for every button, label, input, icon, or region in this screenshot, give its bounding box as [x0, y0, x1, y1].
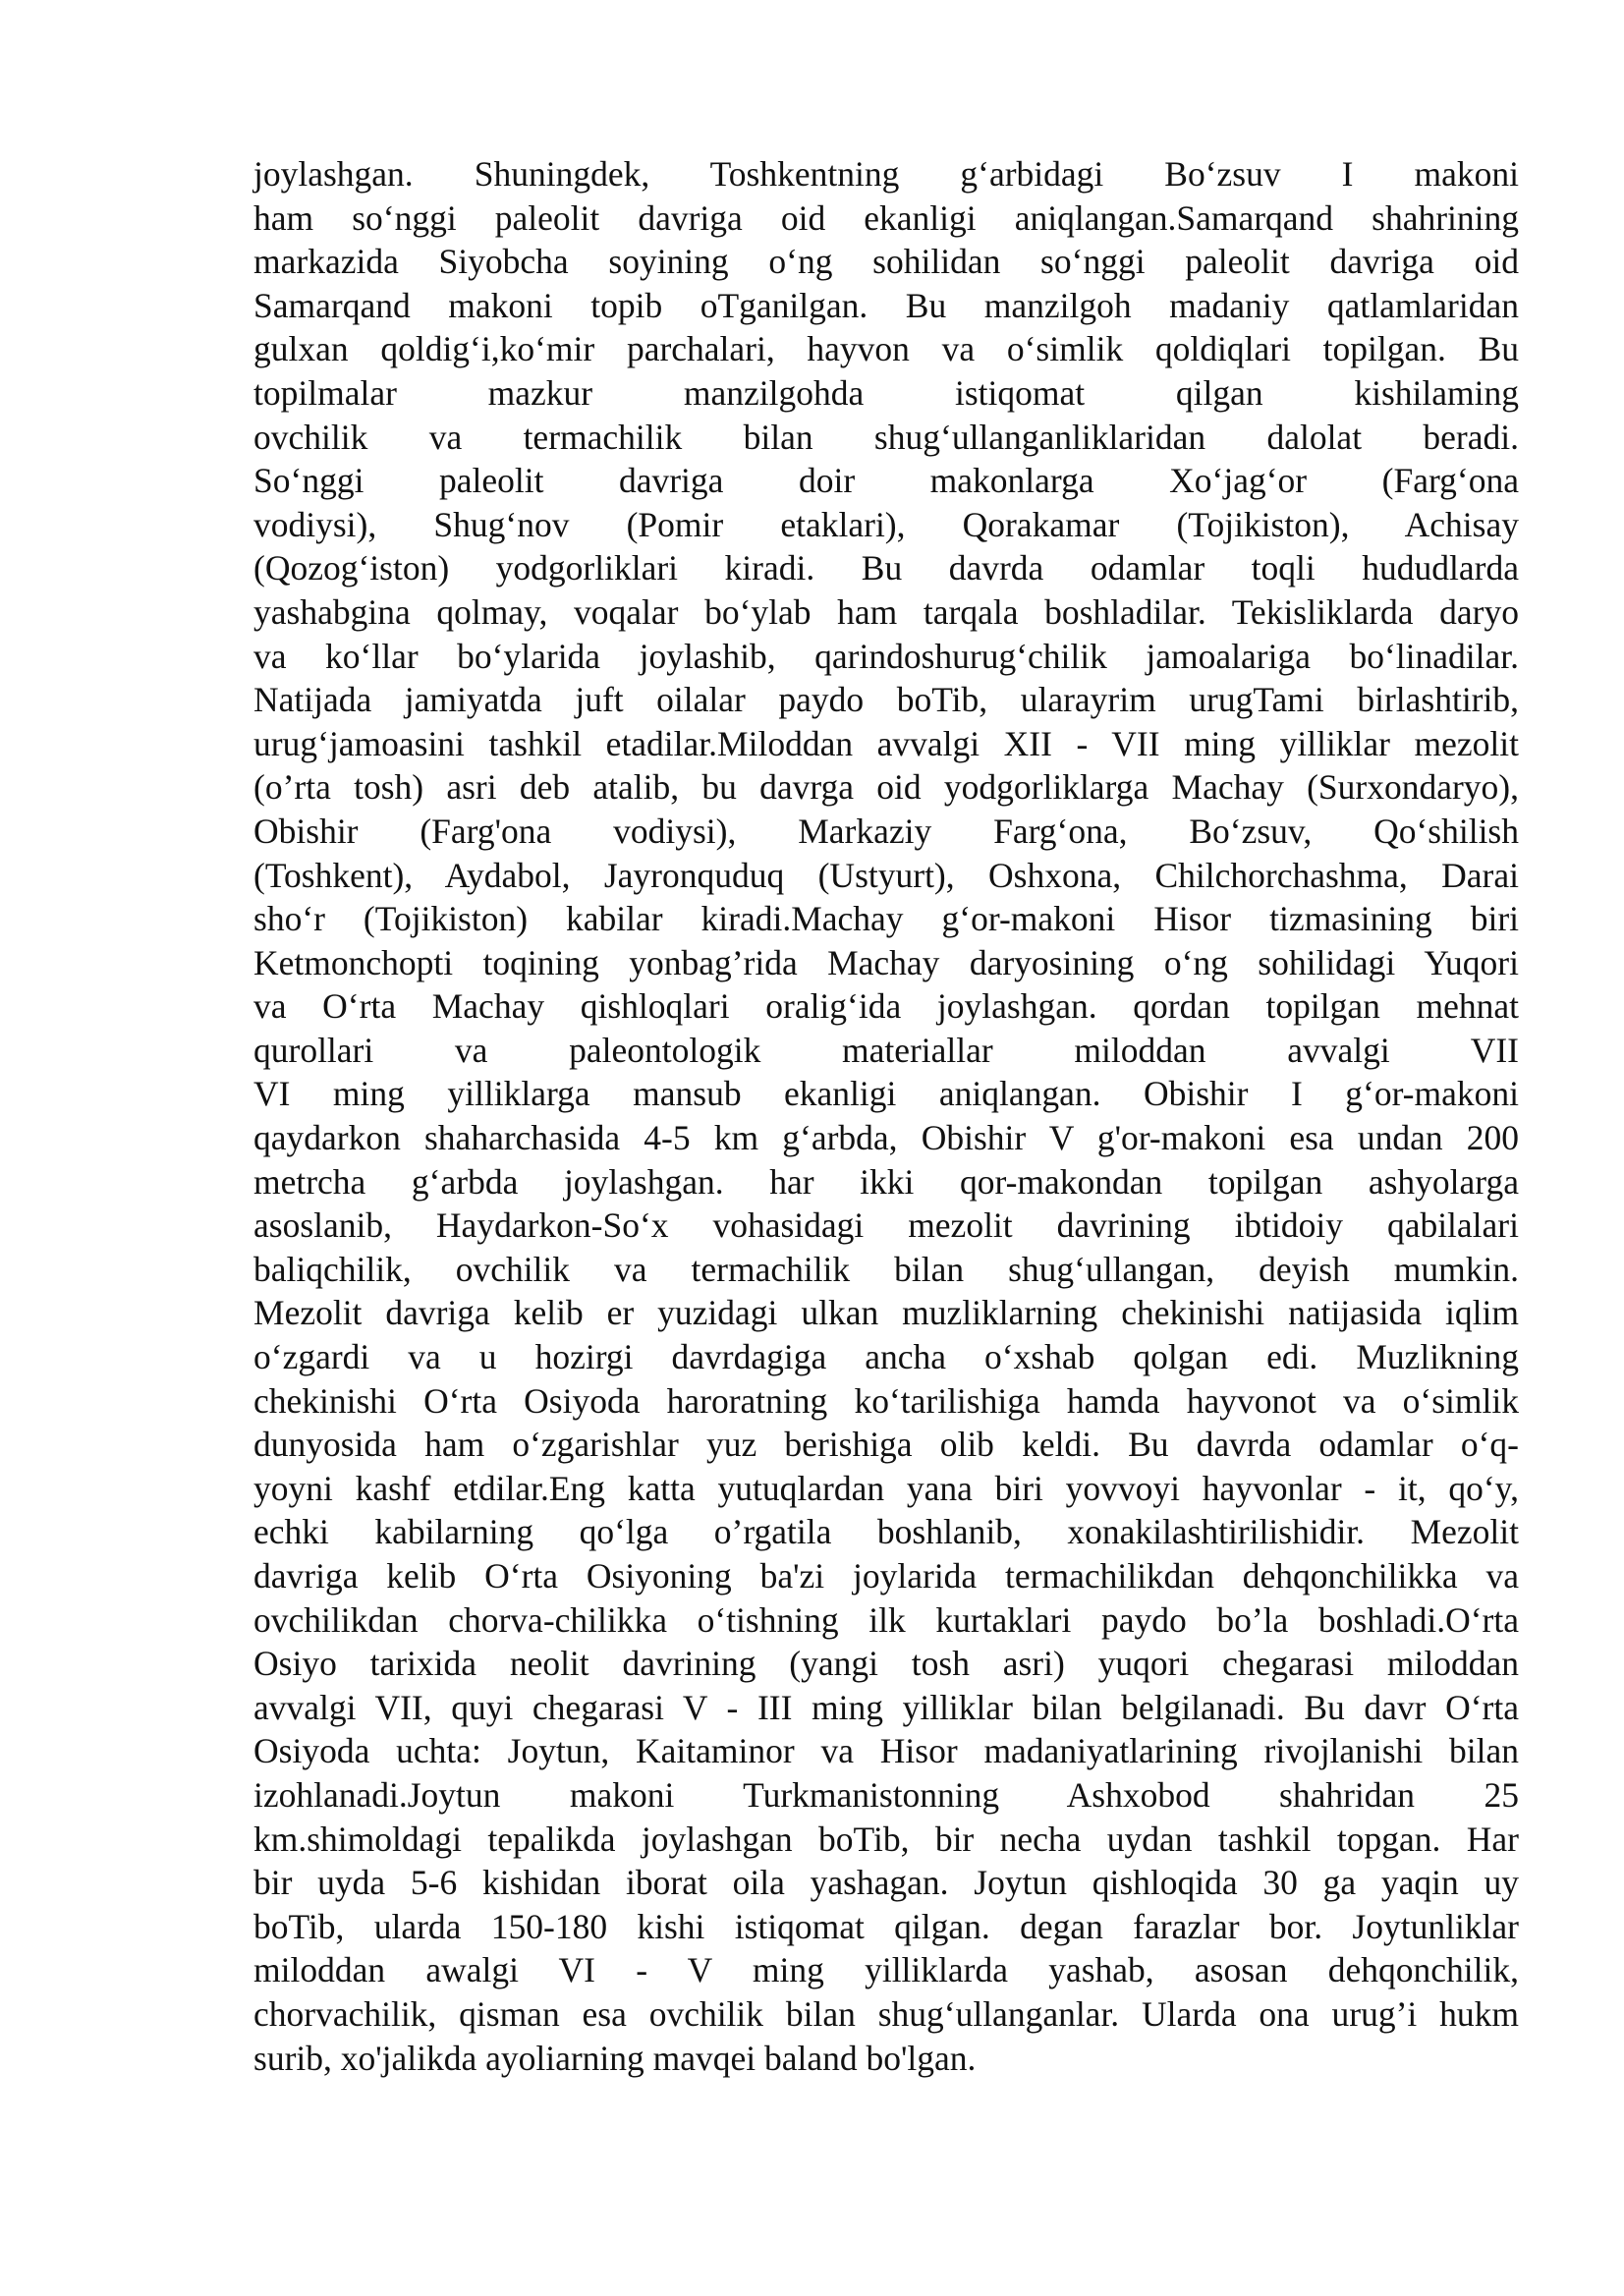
text-line: izohlanadi.Joytun makoni Turkmanistonning Ashxobod shahridan 25 — [253, 1774, 1519, 1815]
text-line: boTib, ularda 150-180 kishi istiqomat qilgan. degan farazlar bor. Joytunliklar — [253, 1906, 1519, 1946]
text-line: (Qozog‘iston) yodgorliklari kiradi. Bu davrda odamlar toqli hududlarda — [253, 548, 1519, 588]
text-line: urug‘jamoasini tashkil etadilar.Miloddan avvalgi XII - VII ming yilliklar mezolit — [253, 723, 1519, 763]
text-line: va O‘rta Machay qishloqlari oralig‘ida joylashgan. qordan topilgan mehnat — [253, 986, 1519, 1027]
text-line: o‘zgardi va u hozirgi davrdagiga ancha o‘xshab qolgan edi. Muzlikning — [253, 1337, 1519, 1377]
text-line: chorvachilik, qisman esa ovchilik bilan shug‘ullanganlar. Ularda ona urug’i hukm — [253, 1993, 1519, 2034]
text-line: ham so‘nggi paleolit davriga oid ekanligi aniqlangan.Samarqand shahrining — [253, 197, 1519, 238]
document-page — [253, 152, 1519, 2080]
text-line: sho‘r (Tojikiston) kabilar kiradi.Machay g‘or-makoni Hisor tizmasining biri — [253, 899, 1519, 939]
text-line: va ko‘llar bo‘ylarida joylashib, qarindoshurug‘chilik jamoalariga bo‘linadilar. — [253, 636, 1519, 676]
text-line: baliqchilik, ovchilik va termachilik bilan shug‘ullangan, deyish mumkin. — [253, 1249, 1519, 1289]
text-line: So‘nggi paleolit davriga doir makonlarga Xo‘jag‘or (Farg‘ona — [253, 461, 1519, 501]
text-line: ovchilikdan chorva-chilikka o‘tishning ilk kurtaklari paydo bo’la boshladi.O‘rta — [253, 1599, 1519, 1640]
text-line: joylashgan. Shuningdek, Toshkentning g‘arbidagi Bo‘zsuv I makoni — [253, 154, 1519, 194]
text-line: surib, xo'jalikda ayoliarning mavqei baland bo'lgan. — [253, 2038, 977, 2078]
text-line: topilmalar mazkur manzilgohda istiqomat qilgan kishilaming — [253, 372, 1519, 413]
text-line: Samarqand makoni topib oTganilgan. Bu manzilgoh madaniy qatlamlaridan — [253, 285, 1519, 325]
text-line: dunyosida ham o‘zgarishlar yuz berishiga olib keldi. Bu davrda odamlar o‘q- — [253, 1425, 1519, 1465]
text-line: (o’rta tosh) asri deb atalib, bu davrga oid yodgorliklarga Machay (Surxondaryo), — [253, 767, 1519, 808]
text-line: Mezolit davriga kelib er yuzidagi ulkan muzliklarning chekinishi natijasida iqlim — [253, 1293, 1519, 1333]
text-line: metrcha g‘arbda joylashgan. har ikki qor-makondan topilgan ashyolarga — [253, 1161, 1519, 1202]
text-line: markazida Siyobcha soyining o‘ng sohilidan so‘nggi paleolit davriga oid — [253, 242, 1519, 282]
text-line: Osiyoda uchta: Joytun, Kaitaminor va Hisor madaniyatlarining rivojlanishi bilan — [253, 1731, 1519, 1771]
text-line: Ketmonchopti toqining yonbag’rida Machay daryosining o‘ng sohilidagi Yuqori — [253, 942, 1519, 982]
text-line: Natijada jamiyatda juft oilalar paydo boTib, ularayrim urugTami birlashtirib, — [253, 680, 1519, 720]
text-line: yashabgina qolmay, voqalar bo‘ylab ham tarqala boshladilar. Tekisliklarda daryo — [253, 591, 1519, 632]
text-line: km.shimoldagi tepalikda joylashgan boTib, bir necha uydan tashkil topgan. Har — [253, 1819, 1519, 1859]
text-line: qaydarkon shaharchasida 4-5 km g‘arbda, Obishir V g'or-makoni esa undan 200 — [253, 1118, 1519, 1158]
text-line: VI ming yilliklarga mansub ekanligi aniqlangan. Obishir I g‘or-makoni — [253, 1074, 1519, 1114]
text-line: qurollari va paleontologik materiallar miloddan avvalgi VII — [253, 1030, 1519, 1070]
text-line: miloddan awalgi VI - V ming yilliklarda yashab, asosan dehqonchilik, — [253, 1950, 1519, 1990]
text-line: vodiysi), Shug‘nov (Pomir etaklari), Qorakamar (Tojikiston), Achisay — [253, 504, 1519, 544]
text-line: Obishir (Farg'ona vodiysi), Markaziy Farg‘ona, Bo‘zsuv, Qo‘shilish — [253, 811, 1519, 851]
text-line: ovchilik va termachilik bilan shug‘ullanganliklaridan dalolat beradi. — [253, 417, 1519, 457]
text-line: gulxan qoldig‘i,ko‘mir parchalari, hayvon va o‘simlik qoldiqlari topilgan. Bu — [253, 329, 1519, 369]
text-line: Osiyo tarixida neolit davrining (yangi tosh asri) yuqori chegarasi miloddan — [253, 1644, 1519, 1684]
text-line: yoyni kashf etdilar.Eng katta yutuqlardan yana biri yovvoyi hayvonlar - it, qo‘y, — [253, 1468, 1519, 1508]
text-line: davriga kelib O‘rta Osiyoning ba'zi joylarida termachilikdan dehqonchilikka va — [253, 1556, 1519, 1596]
text-line: bir uyda 5-6 kishidan iborat oila yashagan. Joytun qishloqida 30 ga yaqin uy — [253, 1863, 1519, 1903]
text-line: echki kabilarning qo‘lga o’rgatila boshlanib, xonakilashtirilishidir. Mezolit — [253, 1512, 1519, 1552]
text-line: (Toshkent), Aydabol, Jayronquduq (Ustyurt), Oshxona, Chilchorchashma, Darai — [253, 855, 1519, 895]
text-line: avvalgi VII, quyi chegarasi V - III ming yilliklar bilan belgilanadi. Bu davr O‘rta — [253, 1687, 1519, 1727]
text-line: chekinishi O‘rta Osiyoda haroratning ko‘tarilishiga hamda hayvonot va o‘simlik — [253, 1380, 1519, 1421]
text-line: asoslanib, Haydarkon-So‘x vohasidagi mezolit davrining ibtidoiy qabilalari — [253, 1205, 1519, 1246]
